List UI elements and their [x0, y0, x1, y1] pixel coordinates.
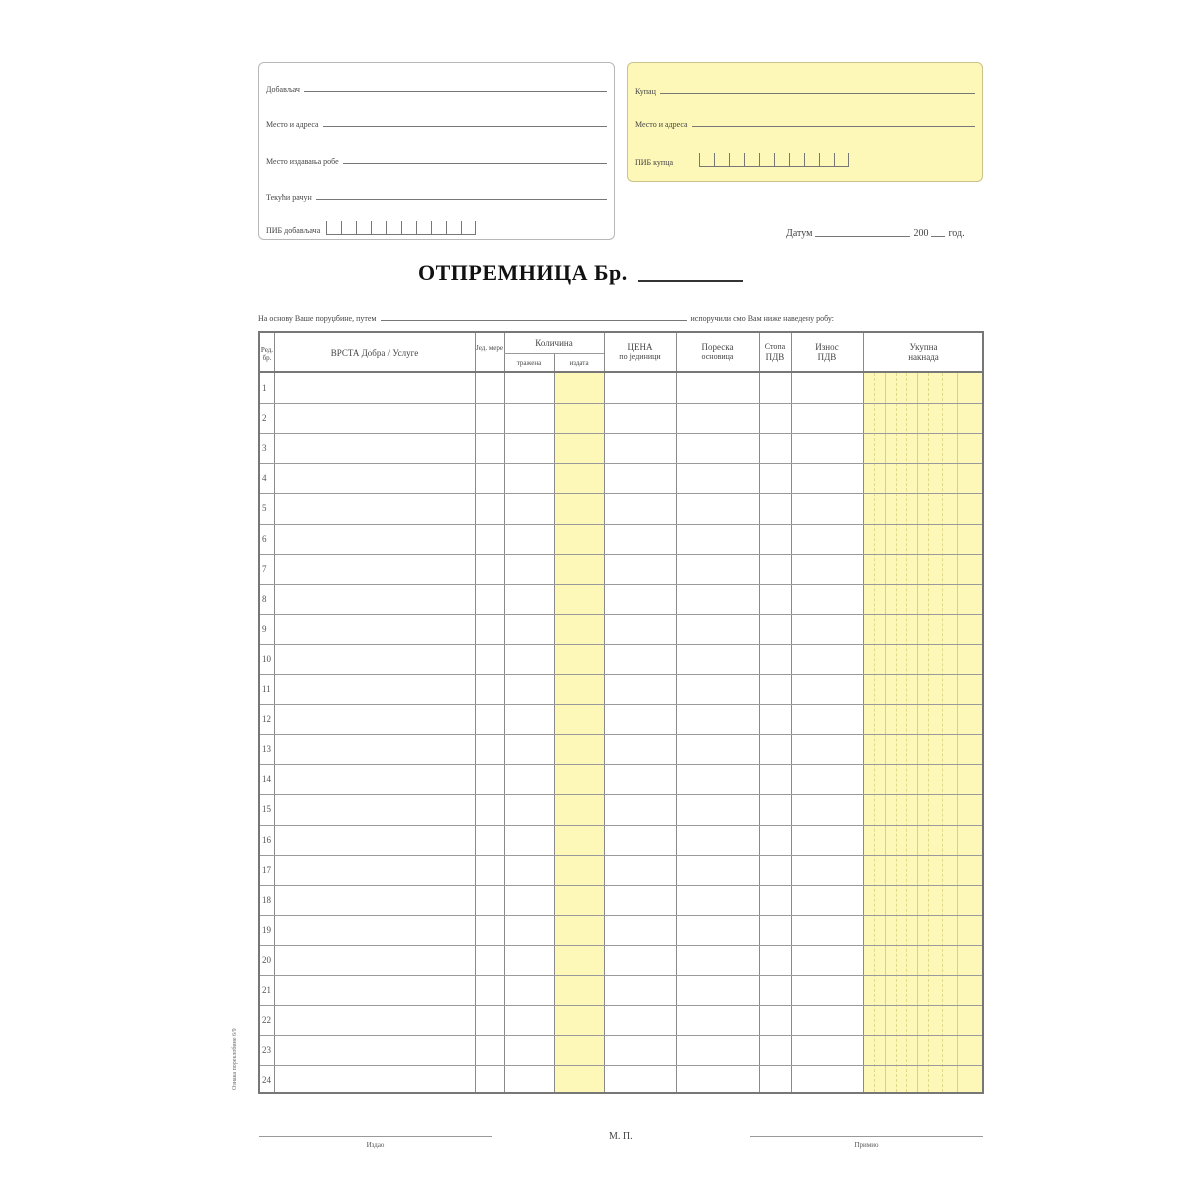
pib-boxes[interactable] [699, 151, 849, 167]
year-suffix: год. [948, 228, 965, 239]
supplier-pib-field[interactable] [266, 219, 476, 235]
row-divider [260, 644, 982, 645]
buyer-pib-field[interactable] [635, 151, 849, 167]
row-number: 2 [262, 413, 267, 424]
issued-signature-line[interactable] [259, 1136, 492, 1137]
row-divider [260, 704, 982, 705]
header-vat-rate: Стопа ПДВ [764, 342, 786, 362]
delivery-method-field[interactable] [381, 319, 687, 321]
row-divider [260, 945, 982, 946]
header-total: Укупна накнада [908, 342, 939, 362]
stamp-label: М. П. [609, 1131, 633, 1142]
row-divider [260, 584, 982, 585]
issued-qty-highlight [554, 373, 604, 1092]
row-number: 12 [262, 714, 271, 725]
buyer-box [627, 62, 983, 182]
header-vat-amount: Износ ПДВ [815, 342, 839, 362]
issued-label: Издао [366, 1141, 385, 1149]
row-divider [260, 1065, 982, 1066]
row-number: 23 [262, 1045, 271, 1056]
items-table [258, 331, 984, 1094]
row-number: 4 [262, 473, 267, 484]
row-divider [260, 915, 982, 916]
field-label: Текући рачун [266, 193, 312, 202]
intro-line [258, 314, 984, 323]
date-field[interactable] [786, 228, 965, 239]
header-tax-base: Пореска основица [701, 342, 734, 361]
supplier-address-field[interactable] [266, 120, 607, 129]
row-divider [260, 855, 982, 856]
row-number: 13 [262, 744, 271, 755]
header-price: ЦЕНА по јединици [619, 342, 661, 361]
row-divider [260, 554, 982, 555]
row-divider [260, 433, 982, 434]
row-number: 21 [262, 985, 271, 995]
row-number: 15 [262, 804, 271, 815]
header-row-number: Ред. бр. [260, 346, 274, 362]
field-label: Место и адреса [266, 120, 319, 129]
year-prefix: 200 [913, 228, 929, 239]
header-qty-issued: издата [569, 359, 589, 367]
buyer-name-field[interactable] [635, 87, 975, 96]
received-label: Примио [854, 1141, 879, 1149]
row-number: 8 [262, 593, 267, 604]
title-text: ОТПРЕМНИЦА Бр. [418, 260, 628, 285]
supplier-box [258, 62, 615, 240]
field-label: ПИБ добављача [266, 226, 321, 235]
row-number: 1 [262, 383, 267, 393]
row-divider [260, 764, 982, 765]
row-divider [260, 403, 982, 404]
field-label: Место и адреса [635, 120, 688, 129]
row-divider [260, 614, 982, 615]
row-number: 3 [262, 443, 267, 454]
pib-boxes[interactable] [326, 219, 476, 235]
row-number: 18 [262, 894, 271, 905]
row-divider [260, 825, 982, 826]
row-divider [260, 493, 982, 494]
row-number: 17 [262, 864, 271, 875]
supplier-dispatch-place-field[interactable] [266, 157, 607, 166]
supplier-name-field[interactable] [266, 85, 607, 94]
header-qty-requested: тражена [516, 359, 542, 367]
row-number: 9 [262, 623, 267, 634]
field-label: Место издавања робе [266, 157, 339, 166]
buyer-address-field[interactable] [635, 120, 975, 129]
total-highlight [863, 373, 982, 1092]
header-unit: Јед. мере [476, 344, 503, 352]
row-divider [260, 463, 982, 464]
row-number: 22 [262, 1015, 271, 1026]
supplier-account-field[interactable] [266, 193, 607, 202]
row-number: 7 [262, 563, 267, 574]
row-divider [260, 524, 982, 525]
row-divider [260, 674, 982, 675]
intro-before: На основу Ваше поруџбине, путем [258, 314, 377, 323]
row-number: 20 [262, 954, 271, 965]
header-item: ВРСТА Добра / Услуге [330, 348, 419, 358]
field-label: ПИБ купца [635, 158, 674, 167]
row-divider [260, 975, 982, 976]
row-number: 24 [262, 1075, 271, 1086]
date-label: Датум [786, 228, 813, 239]
document-number-field[interactable] [638, 280, 743, 282]
row-number: 10 [262, 653, 271, 664]
row-divider [260, 885, 982, 886]
received-signature-line[interactable] [750, 1136, 983, 1137]
side-note: Ознака пореклобине 6/9 [232, 1028, 238, 1090]
document-title [418, 260, 743, 286]
row-number: 16 [262, 834, 271, 845]
row-number: 11 [262, 684, 271, 694]
row-divider [260, 1035, 982, 1036]
header-quantity: Количина [535, 338, 573, 348]
row-number: 5 [262, 503, 267, 514]
row-divider [260, 734, 982, 735]
row-divider [260, 794, 982, 795]
row-number: 6 [262, 533, 267, 544]
field-label: Купац [635, 87, 656, 96]
row-number: 14 [262, 774, 271, 785]
row-number: 19 [262, 924, 271, 935]
row-divider [260, 1005, 982, 1006]
intro-after: испоручили смо Вам ниже наведену робу: [690, 314, 834, 323]
field-label: Добављач [266, 85, 300, 94]
